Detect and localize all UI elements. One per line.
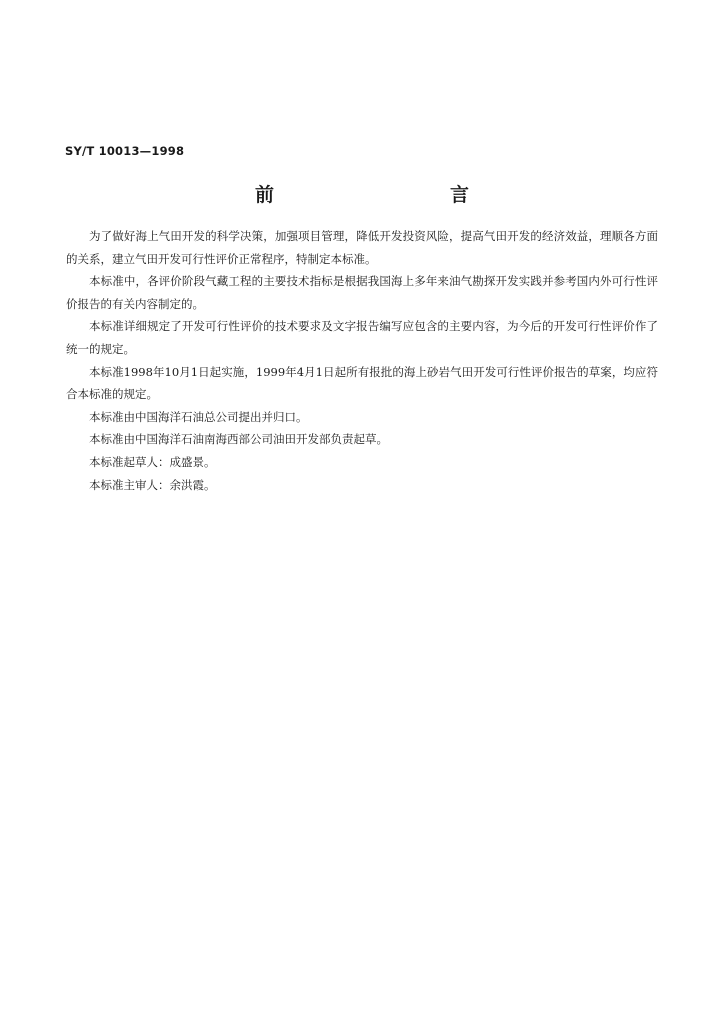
foreword-body bbox=[66, 225, 658, 496]
paragraph-drafting-unit: 本标准由中国海洋石油南海西部公司油田开发部负责起草。 bbox=[89, 432, 388, 447]
paragraph-drafter: 本标准起草人：成盛景。 bbox=[89, 454, 216, 469]
paragraph-scope: 本标准详细规定了开发可行性评价的技术要求及文字报告编写应包含的主要内容，为今后的开发可行性评价作了统一的规定。 bbox=[66, 319, 658, 356]
paragraph-purpose: 为了做好海上气田开发的科学决策，加强项目管理，降低开发投资风险，提高气田开发的经济效益，理顺各方面的关系，建立气田开发可行性评价正常程序，特制定本标准。 bbox=[66, 229, 658, 266]
page-title: 前 言 bbox=[254, 184, 515, 206]
paragraph-technical-indicators: 本标准中，各评价阶段气藏工程的主要技术指标是根据我国海上多年来油气勘探开发实践并参考国内外可行性评价报告的有关内容制定的。 bbox=[66, 274, 658, 311]
standard-code: SY/T 10013—1998 bbox=[65, 144, 185, 158]
paragraph-reviewer: 本标准主审人：余洪霞。 bbox=[89, 477, 216, 492]
paragraph-effective-date: 本标准1998年10月1日起实施，1999年4月1日起所有报批的海上砂岩气田开发可行性评价报告的草案，均应符合本标准的规定。 bbox=[66, 364, 658, 402]
paragraph-proposer: 本标准由中国海洋石油总公司提出并归口。 bbox=[89, 409, 308, 424]
